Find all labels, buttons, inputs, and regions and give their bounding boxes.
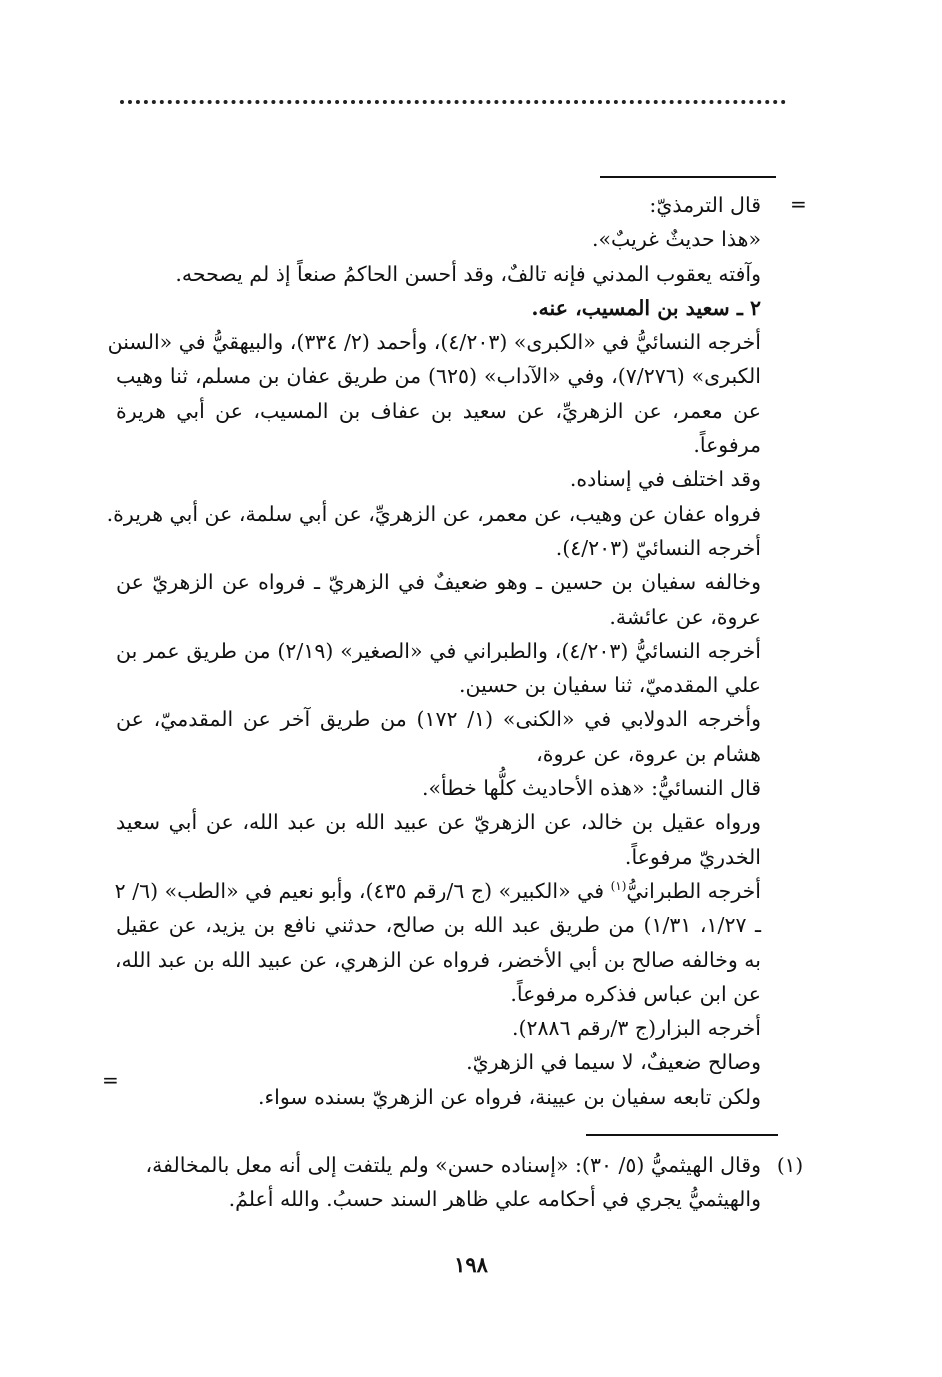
body-line: وخالفه سفيان بن حسين ـ وهو ضعيفٌ في الزهريّ ـ فرواه عن الزهريّ عن [116,570,761,595]
body-line: أخرجه البزار(ج ٣/رقم ٢٨٨٦). [512,1016,761,1041]
body-line: وقد اختلف في إسناده. [569,467,761,492]
body-line-prefix: أخرجه الطبرانيُّ [626,878,761,903]
body-line: الكبرى» (٧/٢٧٦)، وفي «الآداب» (٦٢٥) من طريق عفان بن مسلم، ثنا وهيب [116,364,761,389]
section-heading: ٢ ـ سعيد بن المسيب، عنه. [531,295,761,320]
footnote-number: (١) [776,1153,804,1177]
body-line: أخرجه النسائيُّ (٤/٢٠٣)، والطبراني في «الصغير» (٢/١٩) من طريق عمر بن [116,638,761,663]
continuation-rule [600,176,776,178]
body-line-rest: في «الكبير» (ج ٦/رقم ٤٣٥)، وأبو نعيم في «الطب» (٦/ ٢ [114,878,605,903]
page-body [106,188,761,1114]
body-line: الخدريّ مرفوعاً. [624,844,761,869]
body-line: عن ابن عباس فذكره مرفوعاً. [510,981,761,1006]
page-number: ١٩٨ [454,1252,488,1277]
body-line: وصالح ضعيفٌ، لا سيما في الزهريّ. [466,1050,761,1075]
body-line: وأخرجه الدولابي في «الكنى» (١/ ١٧٢) من طريق آخر عن المقدميّ، عن [116,707,761,732]
body-line: أخرجه النسائيّ (٤/٢٠٣). [555,535,761,560]
body-line: علي المقدميّ، ثنا سفيان بن حسين. [458,673,761,698]
body-line: قال النسائيُّ: «هذه الأحاديث كلُّها خطأ». [421,776,761,801]
body-line: ـ ١/٢٧، ١/٣١) من طريق عبد الله بن صالح، حدثني نافع بن يزيد، عن عقيل [116,913,761,938]
body-line: هشام بن عروة، عن عروة، [536,741,761,766]
body-line-with-footnote-ref [116,874,761,908]
footnote-reference[interactable]: (١) [610,879,627,894]
body-line: به وخالفه صالح بن أبي الأخضر، فرواه عن الزهري، عن عبيد الله بن عبد الله، [114,947,761,972]
body-line: عن معمر، عن الزهريِّ، عن سعيد بن عفاف بن المسيب، عن أبي هريرة [116,398,761,423]
footnote [116,1148,761,1216]
body-line: أخرجه النسائيُّ في «الكبرى» (٤/٢٠٣)، وأحمد (٢/ ٣٣٤)، والبيهقيُّ في «السنن [107,330,761,355]
body-line: ورواه عقيل بن خالد، عن الزهريّ عن عبيد الله بن عبد الله، عن أبي سعيد [116,810,761,835]
header-dotted-rule [120,100,786,104]
continuation-mark-start: = [790,192,807,216]
body-line: وآفته يعقوب المدني فإنه تالفٌ، وقد أحسن الحاكمُ صنعاً إذ لم يصححه. [175,261,761,286]
continuation-mark-end: = [102,1068,119,1092]
body-line: مرفوعاً. [693,433,761,458]
footnote-line: وقال الهيثميُّ (٥/ ٣٠): «إسناده حسن» ولم يلتفت إلى أنه معل بالمخالفة، [145,1153,761,1177]
body-line: «هذا حديثٌ غريبٌ». [591,227,761,252]
footnote-line: والهيثميُّ يجري في أحكامه علي ظاهر السند حسبُ. والله أعلمُ. [228,1187,761,1211]
body-line: ولكن تابعه سفيان بن عيينة، فرواه عن الزهريّ بسنده سواء. [257,1084,761,1109]
body-line: قال الترمذيّ: [649,193,761,217]
body-line: فرواه عفان عن وهيب، عن معمر، عن الزهريِّ، عن أبي سلمة، عن أبي هريرة. [106,501,761,526]
body-line: عروة، عن عائشة. [609,604,761,629]
footnote-rule [586,1134,778,1136]
